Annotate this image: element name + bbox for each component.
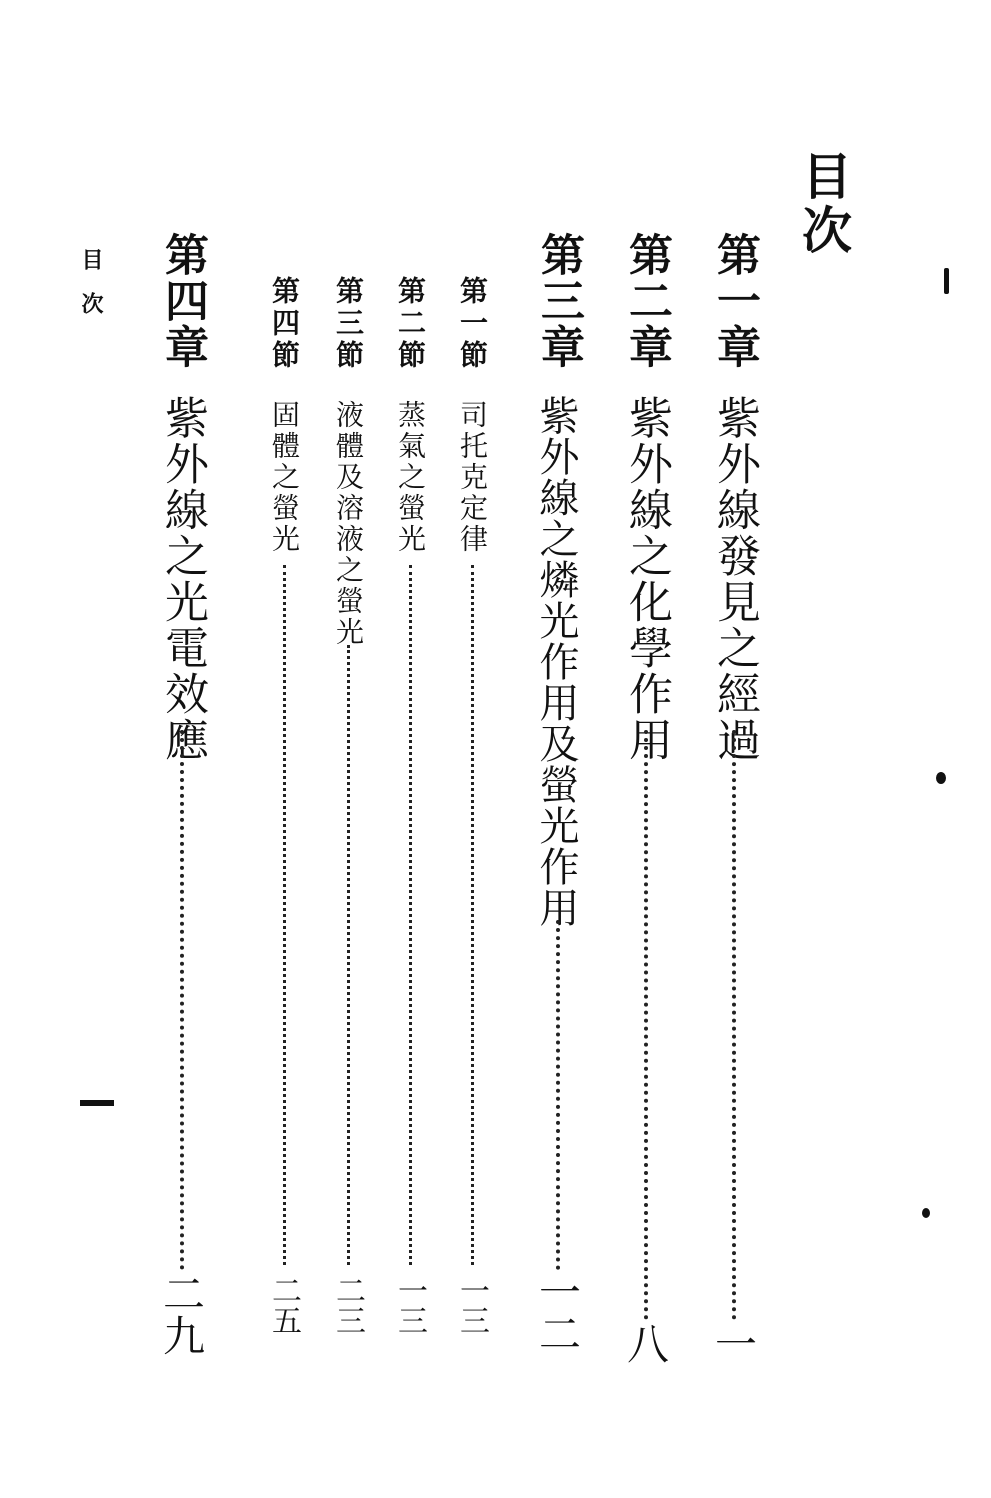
page-title: 目次: [794, 150, 853, 258]
scan-speck: [922, 1208, 930, 1218]
section-1-page: 一三: [454, 1275, 489, 1335]
chapter-1-page: 一: [709, 1322, 758, 1364]
section-4-page: 二五: [266, 1275, 301, 1335]
chapter-1-label: 第一章: [709, 232, 760, 370]
section-3-page: 二三: [330, 1275, 365, 1335]
section-2-title: 蒸氣之螢光: [394, 400, 427, 555]
chapter-3-page: 一二: [533, 1270, 582, 1354]
chapter-4-leader: [180, 730, 184, 1270]
chapter-2-label: 第二章: [621, 232, 672, 370]
chapter-4-label: 第四章: [157, 232, 208, 370]
section-3-label: 第三節: [332, 276, 365, 372]
chapter-3-leader: [556, 920, 560, 1270]
section-3-leader: [347, 645, 350, 1265]
chapter-3-label: 第三章: [533, 232, 584, 370]
section-2-leader: [409, 565, 412, 1265]
section-3-title: 液體及溶液之螢光: [332, 400, 365, 648]
section-1-title: 司托克定律: [456, 400, 489, 555]
section-2-label: 第二節: [394, 276, 427, 372]
chapter-4-title: 紫外線之光電效應: [157, 395, 208, 763]
chapter-2-page: 八: [621, 1322, 670, 1364]
section-2-page: 一三: [392, 1275, 427, 1335]
section-4-title: 固體之螢光: [268, 400, 301, 555]
section-1-leader: [471, 565, 474, 1265]
folio-number: [80, 1100, 81, 1101]
chapter-3-title: 紫外線之燐光作用及螢光作用: [533, 395, 579, 928]
scan-speck: [944, 268, 949, 294]
chapter-2-title: 紫外線之化學作用: [621, 395, 672, 763]
section-4-label: 第四節: [268, 276, 301, 372]
folio-mark: [80, 1100, 114, 1106]
chapter-1-leader: [732, 730, 736, 1320]
chapter-2-leader: [644, 730, 648, 1320]
chapter-1-title: 紫外線發見之經過: [709, 395, 760, 763]
running-head: 目次: [78, 248, 104, 336]
chapter-4-page: 二九: [157, 1272, 206, 1356]
scan-speck: [936, 772, 946, 784]
section-1-label: 第一節: [456, 276, 489, 372]
section-4-leader: [283, 565, 286, 1265]
